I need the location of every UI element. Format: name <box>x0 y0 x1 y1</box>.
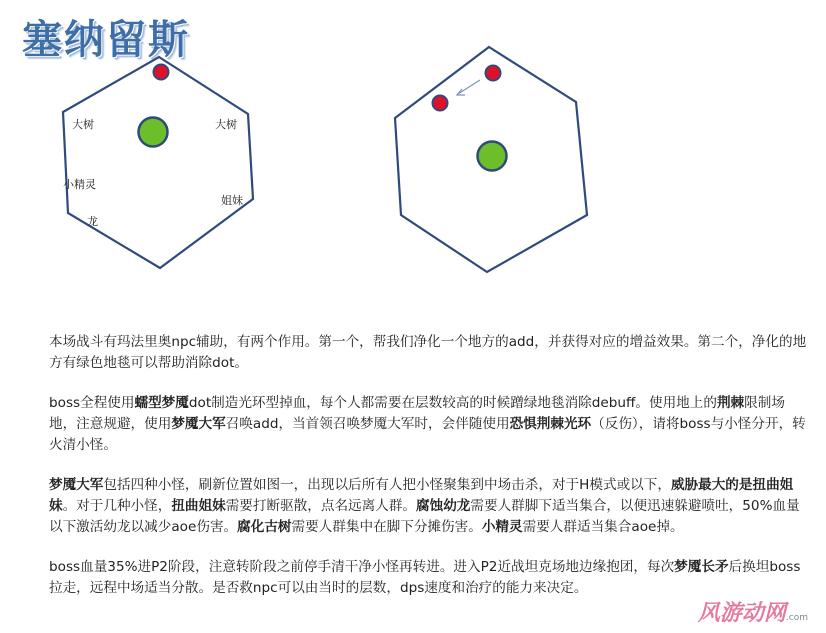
text-run: 需要人群集中在脚下分摊伤害。 <box>291 519 482 535</box>
page-title: 塞纳留斯 <box>22 17 190 63</box>
bold-term: 扭曲姐妹 <box>171 498 226 514</box>
watermark-suffix: .com <box>785 613 808 623</box>
text-run: 后换坦boss拉走，远程中场适当分散。是否救npc可以由当时的层数，dps速度和治疗的能力来决定。 <box>49 559 801 596</box>
text-run: 需要人群脚下适当集合，以便迅速躲避喷吐，50%血量以下激活幼龙以减少aoe伤害。 <box>49 498 800 535</box>
text-run: （反伤），请将boss与小怪分开，转火清小怪。 <box>49 416 806 453</box>
red-marker-icon <box>486 66 501 81</box>
paragraph-2 <box>49 393 809 456</box>
label-wisp: 小精灵 <box>63 178 96 191</box>
paragraph-3 <box>49 475 809 538</box>
bold-term: 恐惧荆棘光环 <box>509 416 592 432</box>
text-run: boss血量35%进P2阶段，注意转阶段之前停手清干净小怪再转进。进入P2近战坦克场地边缘抱团，每次 <box>49 559 675 575</box>
bold-term: 梦魇大军 <box>171 416 226 432</box>
text-run: boss全程使用 <box>49 395 135 411</box>
text-run: 。对于几种小怪， <box>62 498 172 514</box>
green-marker-icon <box>139 118 168 147</box>
text-run: 召唤add，当首领召唤梦魇大军时，会伴随使用 <box>225 416 510 432</box>
body-text <box>49 332 809 618</box>
bold-term: 梦魇大军 <box>49 477 104 493</box>
label-tree-right: 大树 <box>215 118 237 131</box>
text-run: 包括四种小怪，刷新位置如图一，出现以后所有人把小怪聚集到中场击杀，对于H模式或以下， <box>103 477 671 493</box>
text-run: 需要打断驱散，点名远离人群。 <box>225 498 417 514</box>
label-sisters: 姐妹 <box>221 194 243 207</box>
bold-term: 梦魇长矛 <box>674 559 729 575</box>
green-marker-icon <box>478 142 507 171</box>
site-watermark-logo <box>698 596 808 627</box>
bold-term: 腐蚀幼龙 <box>416 498 471 514</box>
text-run: 本场战斗有玛法里奥npc辅助，有两个作用。第一个，帮我们净化一个地方的add，并获得对应的增益效果。第二个，净化的地方有绿色地毯可以帮助消除dot。 <box>49 334 807 371</box>
watermark-text: 风游动网 <box>697 601 786 626</box>
bold-term: 威胁最大的是扭曲姐妹 <box>49 477 794 514</box>
paragraph-1 <box>49 332 809 374</box>
label-dragon: 龙 <box>87 215 98 228</box>
text-run: dot制造光环型掉血，每个人都需要在层数较高的时候蹭绿地毯消除debuff。使用地上的 <box>188 395 717 411</box>
diagram-two <box>395 47 587 272</box>
paragraph-4 <box>49 557 809 599</box>
bold-term: 小精灵 <box>481 519 523 535</box>
label-tree-left: 大树 <box>72 118 94 131</box>
text-run: 限制场地，注意规避，使用 <box>49 395 785 432</box>
bold-term: 蠕型梦魇 <box>134 395 189 411</box>
bold-term: 腐化古树 <box>237 519 292 535</box>
hexagon-arena-one <box>63 57 253 268</box>
red-marker-icon <box>433 96 448 111</box>
red-marker-icon <box>154 65 169 80</box>
text-run: 需要人群适当集合aoe掉。 <box>522 519 684 535</box>
diagram-one <box>63 57 253 268</box>
bold-term: 荆棘 <box>716 395 745 411</box>
